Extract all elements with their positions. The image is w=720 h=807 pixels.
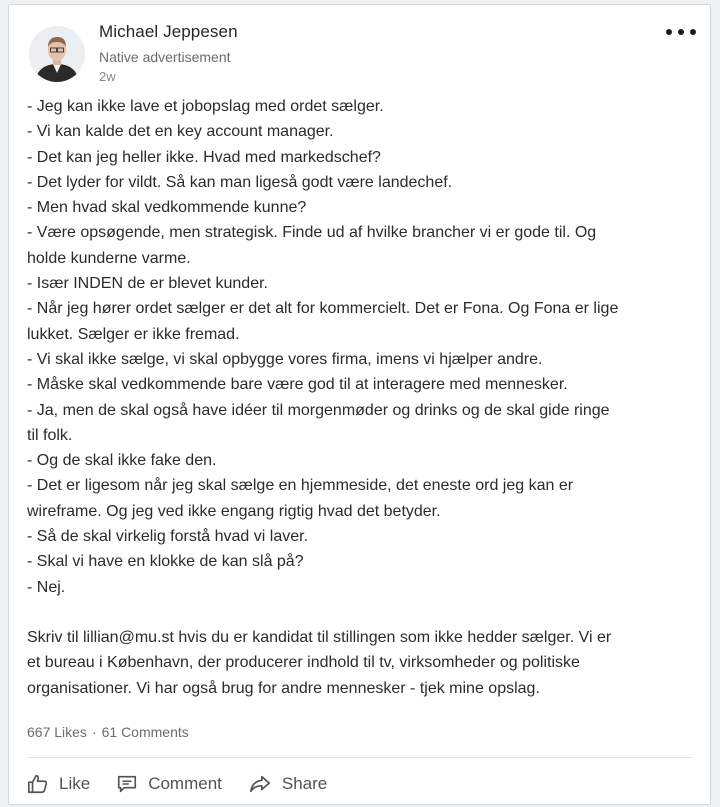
- comment-button[interactable]: [116, 773, 222, 795]
- like-label: Like: [59, 774, 91, 793]
- social-counts: [27, 724, 189, 740]
- separator-dot: ·: [91, 724, 97, 740]
- author-name[interactable]: Michael Jeppesen: [99, 22, 238, 41]
- post-line: - Når jeg hører ordet sælger er det alt for kommercielt. Det er Fona. Og Fona er lige: [27, 300, 619, 318]
- post-line: - Jeg kan ikke lave et jobopslag med ordet sælger.: [27, 98, 384, 115]
- paragraph-gap: [27, 600, 695, 625]
- divider: [27, 757, 693, 758]
- more-dot: [666, 29, 672, 35]
- author-avatar[interactable]: [29, 26, 85, 82]
- more-dot: [690, 29, 696, 35]
- avatar-photo-icon: [29, 26, 85, 82]
- post-line: - Det kan jeg heller ikke. Hvad med markedschef?: [27, 148, 381, 166]
- post-line: - Men hvad skal vedkommende kunne?: [27, 199, 307, 217]
- share-arrow-icon: [248, 773, 272, 795]
- share-label: Share: [281, 774, 328, 793]
- more-options-icon[interactable]: [666, 23, 696, 41]
- post-line: til folk.: [27, 426, 73, 444]
- post-line: - Og de skal ikke fake den.: [27, 452, 217, 470]
- comments-count[interactable]: 61 Comments: [101, 724, 189, 740]
- post-line: holde kunderne varme.: [27, 249, 191, 267]
- post-closing-line: Skriv til lillian@mu.st hvis du er kandidat til stillingen som ikke hedder sælger. Vi er: [27, 628, 612, 646]
- post-closing-line: et bureau i København, der producerer indhold til tv, virksomheder og politiske: [27, 654, 580, 672]
- author-subtitle: Native advertisement: [99, 49, 231, 65]
- post-line: - Måske skal vedkommende bare være god til at interagere med mennesker.: [27, 376, 568, 394]
- post-line: - Skal vi have en klokke de kan slå på?: [27, 553, 304, 571]
- likes-count[interactable]: 667 Likes: [27, 724, 87, 740]
- like-button[interactable]: [27, 773, 90, 795]
- post-line: - Nej.: [27, 578, 66, 596]
- post-line: - Det lyder for vildt. Så kan man ligeså godt være landechef.: [27, 173, 453, 191]
- post-line: - Det er ligesom når jeg skal sælge en hjemmeside, det eneste ord jeg kan er: [27, 477, 574, 495]
- post-timestamp: 2w: [99, 69, 116, 84]
- post-line: - Ja, men de skal også have idéer til morgenmøder og drinks og de skal gide ringe: [27, 401, 610, 419]
- post-line: - Vi skal ikke sælge, vi skal opbygge vores firma, imens vi hjælper andre.: [27, 350, 543, 368]
- post-line: - Så de skal virkelig forstå hvad vi laver.: [27, 528, 309, 546]
- post-line: - Vi kan kalde det en key account manager.: [27, 123, 334, 141]
- share-button[interactable]: [248, 773, 327, 795]
- post-line: wireframe. Og jeg ved ikke engang rigtig hvad det betyder.: [27, 502, 441, 520]
- post-line: - Især INDEN de er blevet kunder.: [27, 275, 268, 293]
- post-line: - Være opsøgende, men strategisk. Finde ud af hvilke brancher vi er gode til. Og: [27, 224, 597, 242]
- more-dot: [678, 29, 684, 35]
- action-bar: [27, 767, 353, 801]
- feed-post-card: [8, 4, 711, 805]
- comment-icon: [116, 773, 138, 795]
- post-text: [27, 94, 695, 701]
- post-closing-line: organisationer. Vi har også brug for andre mennesker - tjek mine opslag.: [27, 679, 540, 697]
- comment-label: Comment: [148, 774, 222, 793]
- post-line: lukket. Sælger er ikke fremad.: [27, 325, 240, 343]
- thumbs-up-icon: [27, 773, 49, 795]
